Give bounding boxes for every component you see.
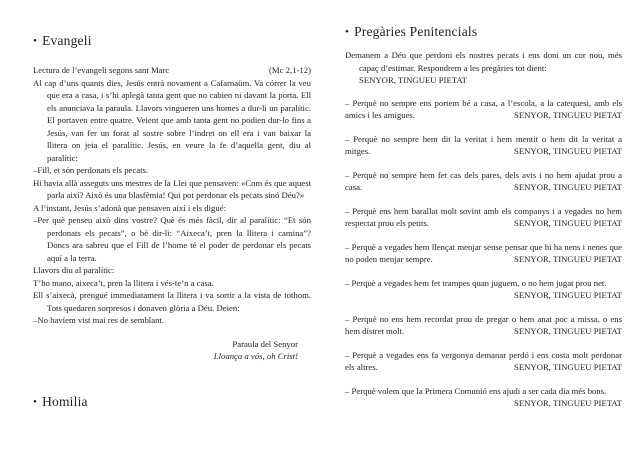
gospel-paragraph: Ell s’aixecà, prengué immediatament la llitera i va sortir a la vista de tothom. Tots quedaren sorpresos i donaven glòria a Déu. Deien: <box>33 290 311 313</box>
evangeli-heading <box>33 33 311 50</box>
petition-response: SENYOR, TINGUEU PIETAT <box>514 254 622 264</box>
homilia-heading <box>33 394 311 411</box>
petition-text: – Perquè a vegades ens fa vergonya demanar perdó i ens costa molt perdonar els altres. <box>345 349 622 372</box>
petition-item <box>345 205 622 230</box>
petition-item <box>345 241 622 266</box>
reading-reference: (Mc 2,1-12) <box>269 65 311 75</box>
gospel-narration-line: A l’instant, Jesús s’adonà que pensaven així i els digué: <box>33 202 227 213</box>
pregaries-intro: Demanem a Déu que perdoni els nostres pecats i ens doni un cor nou, més capaç d’estimar. Respondrem a les pregàries tot dient: <box>345 50 622 73</box>
closing-versicle: Paraula del Senyor <box>232 338 298 349</box>
gospel-paragraph: Al cap d’uns quants dies, Jesús entrà novament a Cafarnaüm. Va córrer la veu que era a casa, i s’hi aplegà tanta gent que no cabien ni davant la porta. Ell els anunciava la paraula. Llavors vingueren uns homes a dur-li un paralític. El portaven entre quatre. Veient que amb tanta gent no podien dur-lo fins a Jesús, van fer un forat al sostre sobre l’indret on ell era i van baixar la llitera on jeia el paralític. Jesús, en veure la fe d’aquella gent, diu al paralític: <box>33 77 311 163</box>
petition-response: SENYOR, TINGUEU PIETAT <box>514 398 622 408</box>
closing-response: Lloança a vós, oh Crist! <box>213 351 298 361</box>
closing-acclamation <box>33 338 311 363</box>
reading-source-line <box>33 64 311 77</box>
gospel-narration-line: Llavors diu al paralític: <box>33 265 115 275</box>
bullet-icon: • <box>33 395 38 408</box>
homilia-title: Homilia <box>42 393 88 409</box>
petition-response: SENYOR, TINGUEU PIETAT <box>514 362 622 372</box>
gospel-paragraph: Hi havia allà asseguts uns mestres de la Llei que pensaven: «Com és que aquest parla així? Això és una blasfèmia! Qui pot perdonar els pecats sinó Déu?» <box>33 177 311 200</box>
petition-text: – Perquè no ens hem recordat prou de pregar o hem anat poc a missa, o ens hem distret molt. <box>345 313 622 336</box>
pregaries-intro-response: SENYOR, TINGUEU PIETAT <box>359 75 467 85</box>
reading-source: Lectura de l’evangeli segons sant Marc <box>33 65 170 75</box>
bullet-icon: • <box>33 35 38 47</box>
gospel-dialogue-line: –No havíem vist mai res de semblant. <box>33 315 165 325</box>
gospel-dialogue-paragraph: –Per què penseu això dins vostre? Què és més fàcil, dir al paralític: “Et són perdonats els pecats”, o bé dir-li: “Aixeca’t, pren la llitera i camina”? Doncs ara sabreu que el Fill de l’home té el poder de perdonar els pecats aquí a la terra. <box>33 215 311 263</box>
petition-text: – Perquè volem que la Primera Comunió ens ajudi a ser cada dia més bons. <box>345 385 607 396</box>
petition-response: SENYOR, TINGUEU PIETAT <box>514 182 622 192</box>
petition-text: – Perquè no sempre ens portem bé a casa, a l’escola, a la catequesi, amb els amics i les amigues. <box>345 97 622 120</box>
petition-text: – Perquè no sempre hem fet cas dels pares, dels avis i no hem ajudat prou a casa. <box>345 169 622 192</box>
petition-response: SENYOR, TINGUEU PIETAT <box>514 110 622 120</box>
evangeli-title: Evangeli <box>42 33 92 48</box>
petition-response: SENYOR, TINGUEU PIETAT <box>514 290 622 300</box>
right-page <box>345 24 622 421</box>
petition-item <box>345 133 622 158</box>
petition-response: SENYOR, TINGUEU PIETAT <box>514 146 622 156</box>
gospel-dialogue-line: –Fill, et són perdonats els pecats. <box>33 165 149 175</box>
gospel-dialogue-line: T’ho mano, aixeca’t, pren la llitera i vés-te’n a casa. <box>33 277 214 288</box>
petition-item <box>345 97 622 122</box>
petition-item <box>345 385 622 410</box>
petition-text: – Perquè a vegades hem llençat menjar sense pensar que hi ha nens i nenes que no poden menjar sempre. <box>345 241 622 264</box>
pregaries-title: Pregàries Penitencials <box>354 24 478 39</box>
bullet-icon: • <box>345 26 350 38</box>
petition-response: SENYOR, TINGUEU PIETAT <box>514 218 622 228</box>
petition-text: – Perquè a vegades hem fet trampes quan juguem, o no hem jugat prou net. <box>345 277 607 288</box>
petition-text: – Perquè no sempre hem dit la veritat i hem mentit o hem dit la veritat a mitges. <box>345 133 622 156</box>
petition-item <box>345 277 622 302</box>
petition-item <box>345 349 622 374</box>
petition-text: – Perquè ens hem barallat molt sovint amb els companys i a vegades no hem respectat prou els petits. <box>345 205 622 228</box>
petition-item <box>345 313 622 338</box>
petition-item <box>345 169 622 194</box>
left-page <box>33 33 311 411</box>
pregaries-heading <box>345 24 622 41</box>
petition-response: SENYOR, TINGUEU PIETAT <box>514 326 622 336</box>
